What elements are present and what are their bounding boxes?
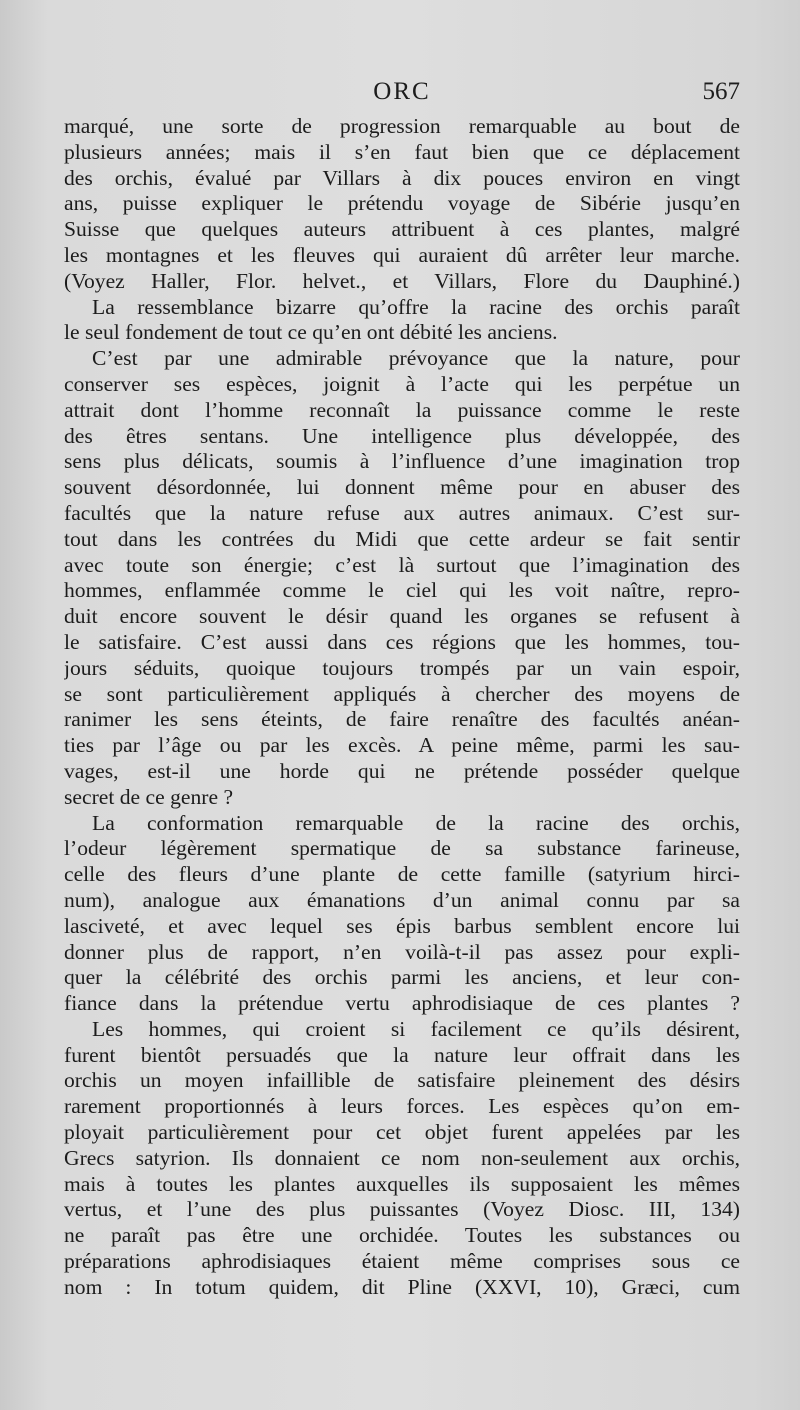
page-header [64, 78, 740, 112]
text-line: plusieurs années; mais il s’en faut bien que ce déplacement [64, 139, 740, 164]
text-line: La conformation remarquable de la racine des orchis, [92, 810, 740, 835]
text-line: duit encore souvent le désir quand les organes se refusent à [64, 604, 740, 629]
text-line: mais à toutes les plantes auxquelles ils supposaient les mêmes [64, 1171, 740, 1196]
text-line: ployait particulièrement pour cet objet furent appelées par les [64, 1120, 740, 1145]
text-line: souvent désordonnée, lui donnent même pour en abuser des [64, 475, 740, 500]
running-head: ORC [373, 78, 431, 105]
text-line: ne paraît pas être une orchidée. Toutes les substances ou [64, 1223, 740, 1248]
text-line: La ressemblance bizarre qu’offre la racine des orchis paraît [92, 294, 740, 319]
text-line: secret de ce genre ? [64, 784, 234, 809]
text-line: fiance dans la prétendue vertu aphrodisiaque de ces plantes ? [64, 991, 740, 1016]
text-line: attrait dont l’homme reconnaît la puissance comme le reste [64, 397, 740, 422]
text-line: avec toute son énergie; c’est là surtout que l’imagination des [64, 552, 740, 577]
text-line: tout dans les contrées du Midi que cette ardeur se fait sentir [64, 526, 740, 551]
text-line: vertus, et l’une des plus puissantes (Voyez Diosc. III, 134) [64, 1197, 740, 1222]
text-line: ans, puisse expliquer le prétendu voyage de Sibérie jusqu’en [64, 191, 740, 216]
text-line: rarement proportionnés à leurs forces. Les espèces qu’on em- [64, 1094, 740, 1119]
page-number: 567 [702, 78, 740, 105]
text-line: les montagnes et les fleuves qui auraient dû arrêter leur marche. [64, 242, 740, 267]
text-line: sens plus délicats, soumis à l’influence d’une imagination trop [64, 449, 740, 474]
text-line: l’odeur légèrement spermatique de sa substance farineuse, [64, 836, 740, 861]
text-line: le satisfaire. C’est aussi dans ces régions que les hommes, tou- [64, 629, 740, 654]
text-line: nom : In totum quidem, dit Pline (XXVI, 10), Græci, cum [64, 1274, 740, 1299]
text-line: (Voyez Haller, Flor. helvet., et Villars, Flore du Dauphiné.) [64, 268, 740, 293]
text-line: ranimer les sens éteints, de faire renaître des facultés anéan- [64, 707, 740, 732]
body-text [64, 114, 740, 1301]
text-line: facultés que la nature refuse aux autres animaux. C’est sur- [64, 500, 740, 525]
text-line: C’est par une admirable prévoyance que la nature, pour [92, 346, 740, 371]
text-line: jours séduits, quoique toujours trompés par un vain espoir, [64, 655, 740, 680]
text-line: ties par l’âge ou par les excès. A peine même, parmi les sau- [64, 733, 740, 758]
text-line: quer la célébrité des orchis parmi les anciens, et leur con- [64, 965, 740, 990]
text-line: lasciveté, et avec lequel ses épis barbus semblent encore lui [64, 913, 740, 938]
text-line: furent bientôt persuadés que la nature leur offrait dans les [64, 1042, 740, 1067]
text-line: préparations aphrodisiaques étaient même comprises sous ce [64, 1249, 740, 1274]
text-line: donner plus de rapport, n’en voilà-t-il pas assez pour expli- [64, 939, 740, 964]
text-line: conserver ses espèces, joignit à l’acte qui les perpétue un [64, 371, 740, 396]
text-line: Les hommes, qui croient si facilement ce qu’ils désirent, [92, 1016, 740, 1041]
text-line: des êtres sentans. Une intelligence plus développée, des [64, 423, 740, 448]
text-line: num), analogue aux émanations d’un animal connu par sa [64, 887, 740, 912]
text-line: orchis un moyen infaillible de satisfaire pleinement des désirs [64, 1068, 740, 1093]
text-line: des orchis, évalué par Villars à dix pouces environ en vingt [64, 165, 740, 190]
text-line: marqué, une sorte de progression remarquable au bout de [64, 114, 740, 138]
text-line: se sont particulièrement appliqués à chercher des moyens de [64, 681, 740, 706]
text-line: celle des fleurs d’une plante de cette famille (satyrium hirci- [64, 862, 740, 887]
text-line: Grecs satyrion. Ils donnaient ce nom non-seulement aux orchis, [64, 1145, 740, 1170]
text-line: Suisse que quelques auteurs attribuent à ces plantes, malgré [64, 217, 740, 242]
text-line: vages, est-il une horde qui ne prétende posséder quelque [64, 758, 740, 783]
text-line: le seul fondement de tout ce qu’en ont débité les anciens. [64, 320, 558, 345]
text-line: hommes, enflammée comme le ciel qui les voit naître, repro- [64, 578, 740, 603]
